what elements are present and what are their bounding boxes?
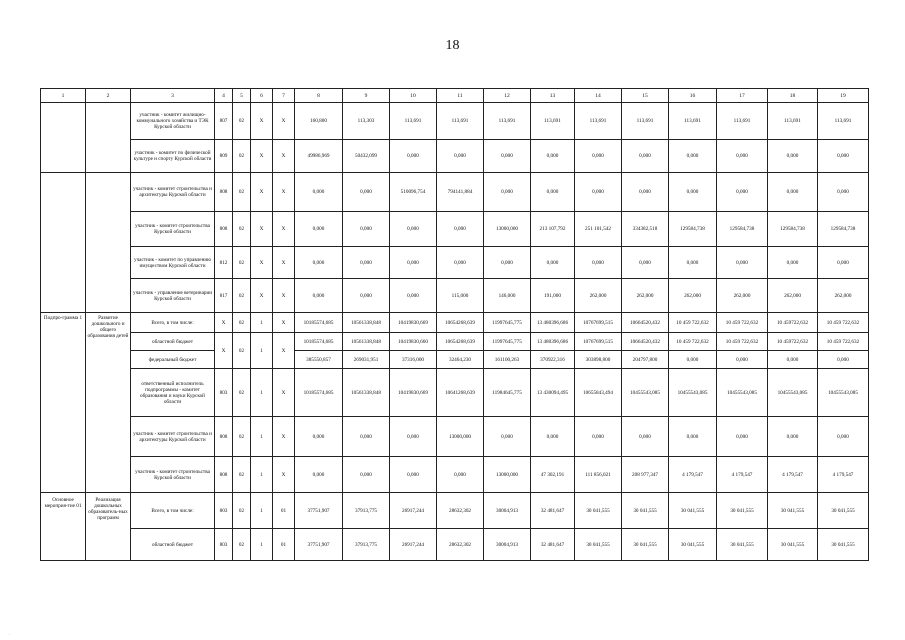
value-cell: 30 041,555 — [818, 493, 869, 529]
header-cell: 4 — [215, 89, 233, 103]
value-cell: 10 459722,632 — [768, 333, 818, 351]
value-cell: 0,000 — [484, 173, 531, 212]
value-cell: 0,000 — [437, 140, 484, 173]
cell-csr: X — [273, 247, 295, 279]
row-label: областной бюджет — [131, 529, 215, 561]
value-cell: 0,000 — [622, 173, 669, 212]
cell-pr: 1 — [251, 493, 273, 529]
value-cell: 28632,302 — [437, 529, 484, 561]
value-cell: 262,000 — [768, 279, 818, 313]
value-cell: 4 179,547 — [768, 457, 818, 493]
value-cell: 113,691 — [575, 103, 622, 140]
cell-pr: X — [251, 279, 273, 313]
value-cell: 0,000 — [343, 173, 390, 212]
value-cell: 30 041,555 — [717, 529, 768, 561]
value-cell: 0,000 — [768, 140, 818, 173]
header-cell: 8 — [295, 89, 343, 103]
row-label: участник - комитет жилищно-коммунального хозяйства и ТЭК Курской области — [131, 103, 215, 140]
empty-cell — [41, 173, 86, 313]
empty-cell — [41, 103, 86, 173]
value-cell: 10641268,639 — [437, 369, 484, 417]
value-cell: 0,000 — [768, 417, 818, 457]
value-cell: 191,000 — [531, 279, 575, 313]
value-cell: 0,000 — [295, 247, 343, 279]
value-cell: 13000,000 — [484, 212, 531, 247]
value-cell: 213 107,792 — [531, 212, 575, 247]
table-row — [41, 212, 869, 247]
value-cell: 0,000 — [622, 247, 669, 279]
value-cell: 30 041,555 — [768, 493, 818, 529]
cell-gbs: 812 — [215, 247, 233, 279]
value-cell: 30 041,555 — [575, 493, 622, 529]
value-cell: 0,000 — [390, 140, 437, 173]
value-cell: 30004,913 — [484, 493, 531, 529]
table-row — [41, 333, 869, 351]
header-cell: 13 — [531, 89, 575, 103]
header-cell: 12 — [484, 89, 531, 103]
row-label: федеральный бюджет — [131, 351, 215, 369]
cell-csr: X — [273, 417, 295, 457]
value-cell: 30 041,555 — [575, 529, 622, 561]
value-cell: 10455543,085 — [622, 369, 669, 417]
value-cell: 10654268,639 — [437, 333, 484, 351]
table-row — [41, 313, 869, 333]
value-cell: 30 041,555 — [622, 529, 669, 561]
value-cell: 11997645,775 — [484, 333, 531, 351]
table-header-row — [41, 89, 869, 103]
cell-rz: 02 — [233, 173, 251, 212]
value-cell: 30 041,555 — [669, 493, 717, 529]
value-cell: 113,691 — [669, 103, 717, 140]
value-cell: 10 459 722,632 — [717, 313, 768, 333]
value-cell: 10185574,685 — [295, 313, 343, 333]
value-cell: 10455543,085 — [818, 369, 869, 417]
value-cell: 10455543,085 — [717, 369, 768, 417]
value-cell: 10185574,685 — [295, 369, 343, 417]
cell-gbs: 803 — [215, 369, 233, 417]
empty-cell — [86, 173, 131, 313]
row-label: областной бюджет — [131, 333, 215, 351]
value-cell: 113,691 — [818, 103, 869, 140]
value-cell: 129584,738 — [818, 212, 869, 247]
cell-gbs: 803 — [215, 529, 233, 561]
value-cell: 0,000 — [390, 279, 437, 313]
value-cell: 0,000 — [437, 457, 484, 493]
cell-rz: 02 — [233, 529, 251, 561]
value-cell: 10654268,639 — [437, 313, 484, 333]
table-row — [41, 247, 869, 279]
footer-mark: · — [8, 632, 11, 637]
subprogram-title: Развитие дошкольного и общего образования детей — [86, 313, 131, 493]
value-cell: 0,000 — [531, 417, 575, 457]
value-cell: 0,000 — [669, 417, 717, 457]
table-row — [41, 457, 869, 493]
cell-rz: 02 — [233, 417, 251, 457]
header-cell: 15 — [622, 89, 669, 103]
cell-gbs: 808 — [215, 457, 233, 493]
table-row — [41, 351, 869, 369]
value-cell: 49986,969 — [295, 140, 343, 173]
value-cell: 13000,000 — [484, 457, 531, 493]
header-cell: 18 — [768, 89, 818, 103]
budget-table — [40, 88, 869, 561]
cell-rz: 02 — [233, 247, 251, 279]
cell-gbs: 807 — [215, 103, 233, 140]
row-label: Всего, в том числе: — [131, 493, 215, 529]
cell-csr: X — [273, 103, 295, 140]
value-cell: 113,691 — [768, 103, 818, 140]
value-cell: 0,000 — [669, 140, 717, 173]
header-cell: 17 — [717, 89, 768, 103]
value-cell: 32 481,647 — [531, 493, 575, 529]
value-cell: 0,000 — [343, 212, 390, 247]
value-cell: 0,000 — [295, 212, 343, 247]
value-cell: 30 041,555 — [622, 493, 669, 529]
value-cell: 161100,263 — [484, 351, 531, 369]
value-cell: 26917,244 — [390, 493, 437, 529]
value-cell: 0,000 — [295, 417, 343, 457]
empty-cell — [86, 103, 131, 173]
value-cell: 10419830,669 — [390, 369, 437, 417]
value-cell: 0,000 — [622, 417, 669, 457]
value-cell: 0,000 — [437, 212, 484, 247]
table-row — [41, 369, 869, 417]
row-label: участник - комитет строительства Курской области — [131, 457, 215, 493]
value-cell: 13 480396,686 — [531, 313, 575, 333]
value-cell: 10767699,515 — [575, 313, 622, 333]
table-row — [41, 279, 869, 313]
value-cell: 0,000 — [390, 417, 437, 457]
cell-csr: 01 — [273, 493, 295, 529]
value-cell: 204797,800 — [622, 351, 669, 369]
value-cell: 0,000 — [531, 140, 575, 173]
value-cell: 0,000 — [484, 247, 531, 279]
value-cell: 0,000 — [717, 351, 768, 369]
cell-gbs: 809 — [215, 140, 233, 173]
header-cell: 11 — [437, 89, 484, 103]
value-cell: 10561338,848 — [343, 369, 390, 417]
cell-rz: 02 — [233, 457, 251, 493]
header-cell: 2 — [86, 89, 131, 103]
row-label: участник - комитет строительства и архитектуры Курской области — [131, 173, 215, 212]
value-cell: 47 302,191 — [531, 457, 575, 493]
table-row — [41, 493, 869, 529]
value-cell: 111 856,021 — [575, 457, 622, 493]
cell-gbs: 808 — [215, 212, 233, 247]
header-cell: 1 — [41, 89, 86, 103]
row-label: участник - комитет строительства и архитектуры Курской области — [131, 417, 215, 457]
cell-rz: 02 — [233, 140, 251, 173]
value-cell: 10 459 722,632 — [717, 333, 768, 351]
value-cell: 10 459 722,632 — [818, 333, 869, 351]
value-cell: 0,000 — [622, 140, 669, 173]
row-label: участник - комитет строительства Курской области — [131, 212, 215, 247]
cell-pr: X — [251, 212, 273, 247]
value-cell: 50432,099 — [343, 140, 390, 173]
value-cell: 510096,754 — [390, 173, 437, 212]
value-cell: 113,691 — [717, 103, 768, 140]
cell-pr: X — [251, 103, 273, 140]
cell-rz: 02 — [233, 333, 251, 369]
value-cell: 4 179,547 — [818, 457, 869, 493]
value-cell: 0,000 — [575, 417, 622, 457]
row-label: участник - управление ветеринарии Курской области — [131, 279, 215, 313]
value-cell: 0,000 — [575, 140, 622, 173]
value-cell: 269031,951 — [343, 351, 390, 369]
value-cell: 26917,244 — [390, 529, 437, 561]
activity-label: Основное мероприя-тие 01 — [41, 493, 86, 561]
cell-gbs: 817 — [215, 279, 233, 313]
cell-pr: 1 — [251, 369, 273, 417]
value-cell: 160,800 — [295, 103, 343, 140]
value-cell: 10419830,669 — [390, 313, 437, 333]
value-cell: 11997645,775 — [484, 313, 531, 333]
cell-rz: 02 — [233, 279, 251, 313]
cell-csr: X — [273, 333, 295, 369]
value-cell: 0,000 — [484, 417, 531, 457]
value-cell: 10185574,685 — [295, 333, 343, 351]
value-cell: 13 480396,686 — [531, 333, 575, 351]
value-cell: 30 041,555 — [818, 529, 869, 561]
value-cell: 32464,230 — [437, 351, 484, 369]
value-cell: 0,000 — [437, 247, 484, 279]
activity-title: Реализация дошкольных образователь-ных программ — [86, 493, 131, 561]
header-cell: 10 — [390, 89, 437, 103]
cell-pr: 1 — [251, 313, 273, 333]
value-cell: 10 459 722,632 — [669, 333, 717, 351]
header-cell: 14 — [575, 89, 622, 103]
cell-rz: 02 — [233, 212, 251, 247]
value-cell: 0,000 — [531, 173, 575, 212]
cell-pr: 1 — [251, 529, 273, 561]
table-row — [41, 529, 869, 561]
value-cell: 10767699,515 — [575, 333, 622, 351]
cell-gbs: X — [215, 313, 233, 333]
value-cell: 0,000 — [343, 247, 390, 279]
value-cell: 0,000 — [768, 247, 818, 279]
cell-csr: X — [273, 173, 295, 212]
value-cell: 129584,738 — [669, 212, 717, 247]
value-cell: 10 459 722,632 — [818, 313, 869, 333]
cell-csr: 01 — [273, 529, 295, 561]
value-cell: 10664520,432 — [622, 313, 669, 333]
row-label: участник - комитет по физической культуре и спорту Курской области — [131, 140, 215, 173]
value-cell: 129584,738 — [768, 212, 818, 247]
cell-gbs: 808 — [215, 173, 233, 212]
header-cell: 6 — [251, 89, 273, 103]
value-cell: 262,000 — [818, 279, 869, 313]
cell-pr: X — [251, 140, 273, 173]
value-cell: 0,000 — [390, 212, 437, 247]
page-number: 18 — [445, 38, 460, 53]
value-cell: 0,000 — [717, 173, 768, 212]
value-cell: 37751,907 — [295, 529, 343, 561]
value-cell: 113,691 — [390, 103, 437, 140]
value-cell: 10561338,848 — [343, 313, 390, 333]
value-cell: 0,000 — [295, 279, 343, 313]
value-cell: 0,000 — [818, 140, 869, 173]
value-cell: 262,000 — [717, 279, 768, 313]
value-cell: 10664520,432 — [622, 333, 669, 351]
value-cell: 13 430094,495 — [531, 369, 575, 417]
value-cell: 10561338,848 — [343, 333, 390, 351]
value-cell: 113,691 — [622, 103, 669, 140]
value-cell: 0,000 — [818, 351, 869, 369]
value-cell: 10 459722,632 — [768, 313, 818, 333]
value-cell: 0,000 — [390, 247, 437, 279]
cell-csr: X — [273, 457, 295, 493]
value-cell: 0,000 — [343, 417, 390, 457]
cell-csr: X — [273, 212, 295, 247]
cell-pr: 1 — [251, 417, 273, 457]
value-cell: 32 481,647 — [531, 529, 575, 561]
value-cell: 0,000 — [717, 247, 768, 279]
value-cell: 208 977,347 — [622, 457, 669, 493]
table-row — [41, 173, 869, 212]
value-cell: 10455543,085 — [768, 369, 818, 417]
value-cell: 11984645,775 — [484, 369, 531, 417]
cell-csr: X — [273, 313, 295, 333]
cell-gbs: 803 — [215, 493, 233, 529]
value-cell: 370922,316 — [531, 351, 575, 369]
header-cell: 9 — [343, 89, 390, 103]
cell-pr: 1 — [251, 333, 273, 369]
value-cell: 0,000 — [531, 247, 575, 279]
cell-rz: 02 — [233, 493, 251, 529]
header-cell: 19 — [818, 89, 869, 103]
value-cell: 30 041,555 — [669, 529, 717, 561]
value-cell: 37751,907 — [295, 493, 343, 529]
row-label: Всего, в том числе: — [131, 313, 215, 333]
value-cell: 0,000 — [717, 140, 768, 173]
header-cell: 7 — [273, 89, 295, 103]
cell-rz: 02 — [233, 369, 251, 417]
value-cell: 30 041,555 — [768, 529, 818, 561]
cell-csr: X — [273, 140, 295, 173]
value-cell: 28632,302 — [437, 493, 484, 529]
value-cell: 303898,800 — [575, 351, 622, 369]
value-cell: 4 179,547 — [669, 457, 717, 493]
value-cell: 0,000 — [484, 140, 531, 173]
value-cell: 262,000 — [669, 279, 717, 313]
value-cell: 0,000 — [717, 417, 768, 457]
cell-gbs: X — [215, 333, 233, 369]
value-cell: 4 179,547 — [717, 457, 768, 493]
value-cell: 0,000 — [295, 457, 343, 493]
value-cell: 251 101,542 — [575, 212, 622, 247]
cell-pr: 1 — [251, 457, 273, 493]
value-cell: 37316,000 — [390, 351, 437, 369]
row-label: участник - комитет по управлению имуществом Курской области — [131, 247, 215, 279]
value-cell: 30 041,555 — [717, 493, 768, 529]
value-cell: 0,000 — [390, 457, 437, 493]
value-cell: 113,691 — [531, 103, 575, 140]
value-cell: 0,000 — [343, 457, 390, 493]
value-cell: 385550,857 — [295, 351, 343, 369]
cell-pr: X — [251, 247, 273, 279]
cell-csr: X — [273, 369, 295, 417]
value-cell: 0,000 — [818, 417, 869, 457]
value-cell: 129584,738 — [717, 212, 768, 247]
value-cell: 10419830,660 — [390, 333, 437, 351]
cell-rz: 02 — [233, 313, 251, 333]
cell-pr: X — [251, 173, 273, 212]
cell-gbs: 808 — [215, 417, 233, 457]
value-cell: 0,000 — [818, 247, 869, 279]
value-cell: 0,000 — [768, 351, 818, 369]
value-cell: 37913,775 — [343, 529, 390, 561]
value-cell: 0,000 — [343, 279, 390, 313]
value-cell: 115,000 — [437, 279, 484, 313]
subprogram-label: Подпро-грамма 1 — [41, 313, 86, 493]
value-cell: 0,000 — [768, 173, 818, 212]
value-cell: 0,000 — [669, 351, 717, 369]
value-cell: 113,691 — [437, 103, 484, 140]
table-row — [41, 140, 869, 173]
cell-csr: X — [273, 279, 295, 313]
value-cell: 30004,913 — [484, 529, 531, 561]
value-cell: 13000,000 — [437, 417, 484, 457]
value-cell: 334382,518 — [622, 212, 669, 247]
value-cell: 794141,884 — [437, 173, 484, 212]
value-cell: 113,303 — [343, 103, 390, 140]
value-cell: 37913,775 — [343, 493, 390, 529]
value-cell: 0,000 — [295, 173, 343, 212]
value-cell: 262,000 — [622, 279, 669, 313]
value-cell: 0,000 — [818, 173, 869, 212]
value-cell: 113,691 — [484, 103, 531, 140]
table-row — [41, 417, 869, 457]
value-cell: 10455543,085 — [669, 369, 717, 417]
header-cell: 3 — [131, 89, 215, 103]
table-row — [41, 103, 869, 140]
cell-rz: 02 — [233, 103, 251, 140]
value-cell: 0,000 — [669, 173, 717, 212]
value-cell: 10655843,494 — [575, 369, 622, 417]
header-cell: 16 — [669, 89, 717, 103]
value-cell: 146,000 — [484, 279, 531, 313]
value-cell: 0,000 — [575, 173, 622, 212]
row-label: ответственный исполнитель подпрограммы - комитет образования и науки Курской области — [131, 369, 215, 417]
value-cell: 262,000 — [575, 279, 622, 313]
value-cell: 0,000 — [575, 247, 622, 279]
value-cell: 10 459 722,632 — [669, 313, 717, 333]
header-cell: 5 — [233, 89, 251, 103]
value-cell: 0,000 — [669, 247, 717, 279]
